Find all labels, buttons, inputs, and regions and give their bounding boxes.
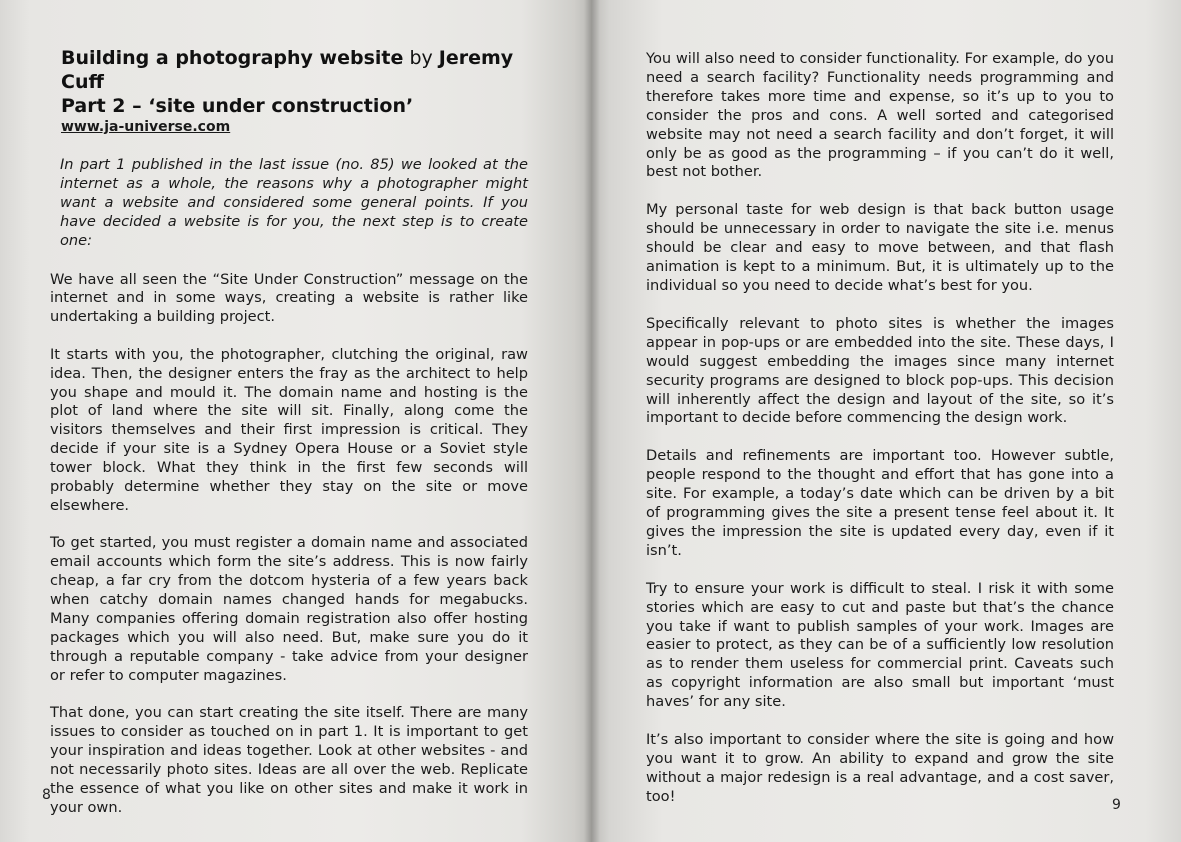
body-paragraph: It’s also important to consider where the site is going and how you want it to grow. An ability to expand and grow the site without a major redesign is a real advantage, and a cost saver, too! <box>646 731 1114 805</box>
page-number-left: 8 <box>42 787 51 803</box>
right-column <box>646 50 1114 826</box>
right-page <box>592 0 1181 842</box>
body-paragraph: To get started, you must register a domain name and associated email accounts which form the site’s address. This is now fairly cheap, a far cry from the dotcom hysteria of a few years back when catchy domain names changed hands for megabucks. Many companies offering domain registration also offer hosting packages which you will also need. But, make sure you do it through a reputable company - take advice from your designer or refer to computer magazines. <box>50 534 528 684</box>
title-by: by <box>409 47 433 69</box>
body-paragraph: It starts with you, the photographer, clutching the original, raw idea. Then, the designer enters the fray as the architect to help you shape and mould it. The domain name and hosting is the plot of land where the site will sit. Finally, along come the visitors themselves and their first impression is critical. They decide if your site is a Sydney Opera House or a Soviet style tower block. What they think in the first few seconds will probably determine whether they stay on the site or move elsewhere. <box>50 345 528 514</box>
body-paragraph: Try to ensure your work is difficult to steal. I risk it with some stories which are easy to cut and paste but that’s the chance you take if want to publish samples of your work. Images are easier to protect, as they can be of a sufficiently low resolution as to render them useless for commercial print. Caveats such as copyright information are also small but important ‘must haves’ for any site. <box>646 579 1114 711</box>
article-title <box>61 46 528 118</box>
title-subtitle: Part 2 – ‘site under construction’ <box>61 95 414 117</box>
website-url[interactable]: www.ja-universe.com <box>61 119 231 135</box>
book-gutter <box>584 0 600 842</box>
body-paragraph: That done, you can start creating the site itself. There are many issues to consider as touched on in part 1. It is important to get your inspiration and ideas together. Look at other websites - and not necessarily photo sites. Ideas are all over the web. Replicate the essence of what you like on other sites and make it work in your own. <box>50 704 528 816</box>
page-number-right: 9 <box>1112 797 1121 813</box>
intro-paragraph: In part 1 published in the last issue (no. 85) we looked at the internet as a whole, the reasons why a photographer might want a website and considered some general points. If you have decided a website is for you, the next step is to create one: <box>60 156 528 249</box>
left-column <box>50 46 528 836</box>
body-paragraph: We have all seen the “Site Under Construction” message on the internet and in some ways, creating a website is rather like undertaking a building project. <box>50 270 528 326</box>
body-paragraph: My personal taste for web design is that back button usage should be unnecessary in order to navigate the site i.e. menus should be clear and easy to move between, and that flash animation is kept to a minimum. But, it is ultimately up to the individual so you need to decide what’s best for you. <box>646 201 1114 294</box>
title-main: Building a photography website <box>61 47 404 69</box>
body-paragraph: Specifically relevant to photo sites is whether the images appear in pop-ups or are embedded into the site. These days, I would suggest embedding the images since many internet security programs are designed to block pop-ups. This decision will inherently affect the design and layout of the site, so it’s important to decide before commencing the design work. <box>646 314 1114 427</box>
title-author: Jeremy Cuff <box>61 47 514 93</box>
body-paragraph: You will also need to consider functionality. For example, do you need a search facility? Functionality needs programming and therefore takes more time and expense, so it’s up to you to consider the pros and cons. A well sorted and categorised website may not need a search facility and don’t forget, it will only be as good as the programming – if you can’t do it well, best not bother. <box>646 50 1114 181</box>
body-paragraph: Details and refinements are important too. However subtle, people respond to the thought and effort that has gone into a site. For example, a today’s date which can be driven by a bit of programming gives the site a present tense feel about it. It gives the impression the site is updated every day, even if it isn’t. <box>646 447 1114 559</box>
